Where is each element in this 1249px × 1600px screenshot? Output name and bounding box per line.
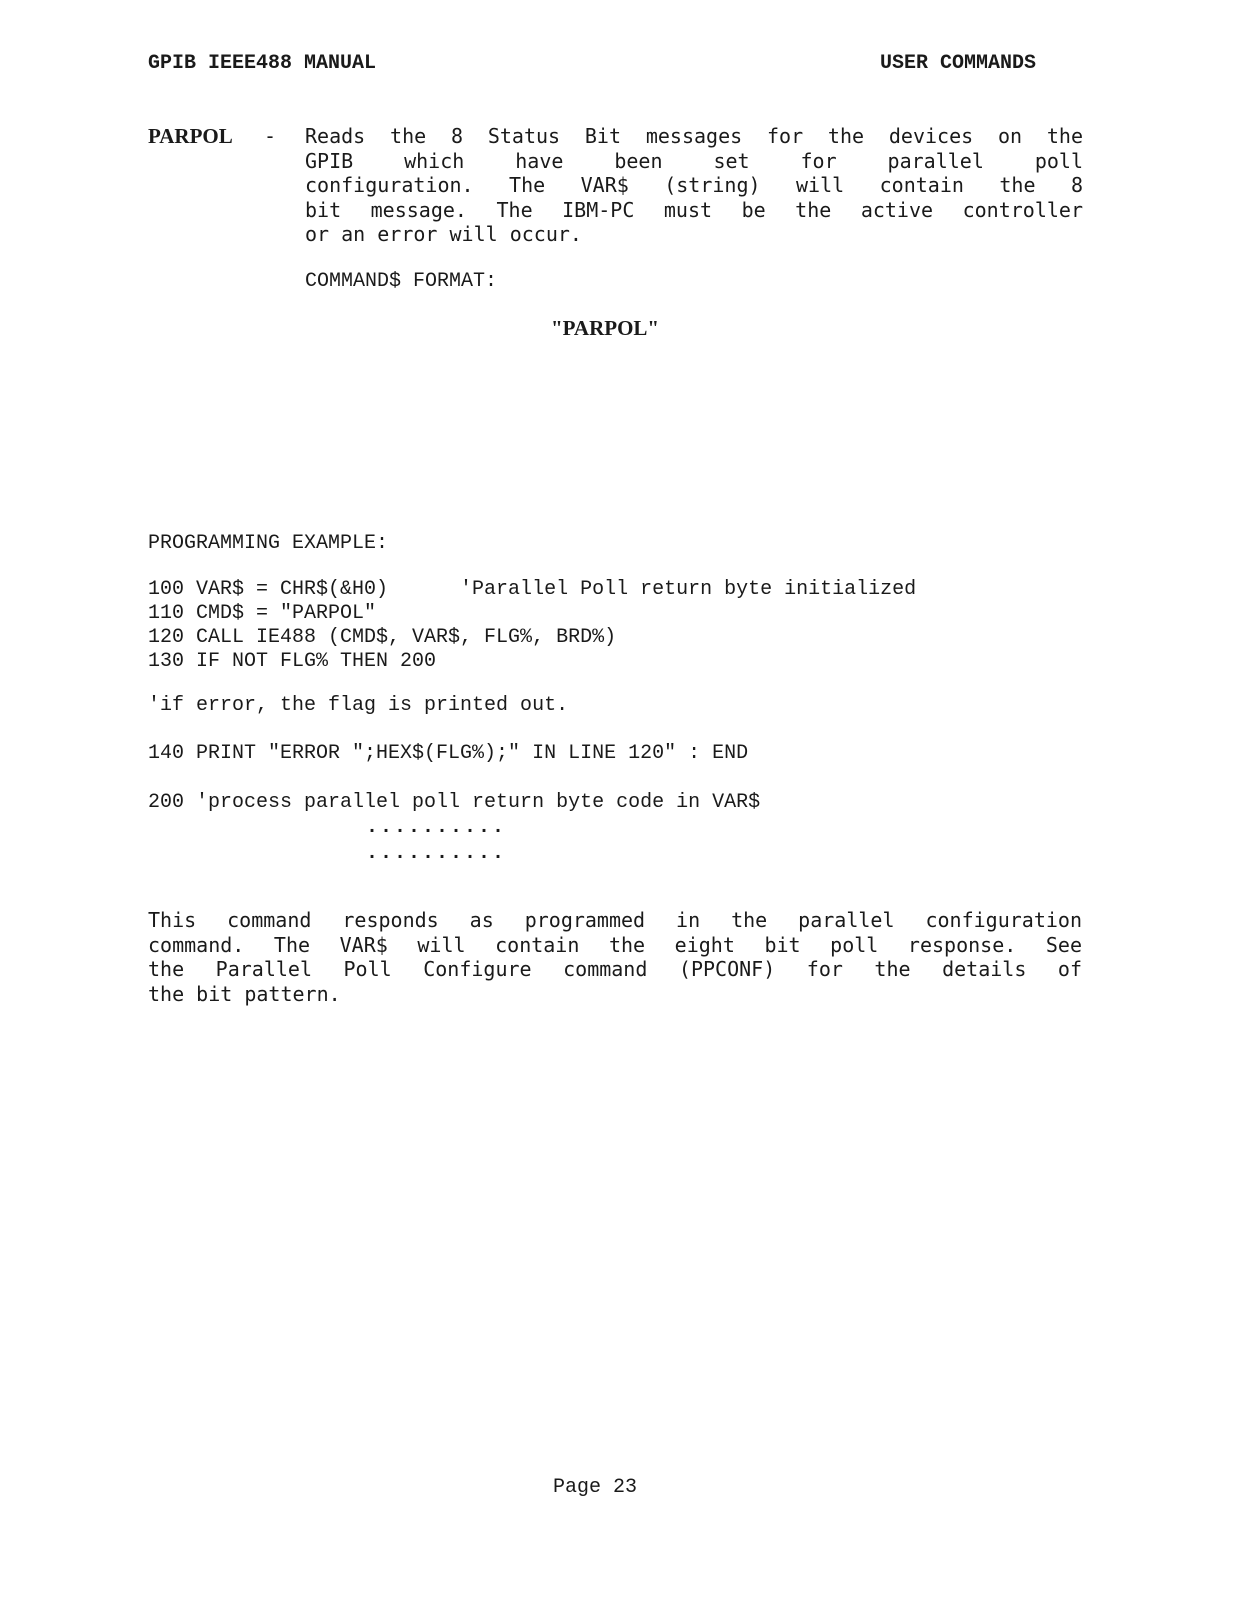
description-line: or an error will occur. [305,222,582,246]
summary-line: the Parallel Poll Configure command (PPCONF) for the details of [148,957,1082,981]
example-label: PROGRAMMING EXAMPLE: [148,532,389,555]
code-line: 110 CMD$ = "PARPOL" [148,602,377,625]
description-line: bit message. The IBM-PC must be the active controller [305,197,1083,222]
command-dash: - [264,124,277,148]
code-line-200: 200 'process parallel poll return byte code in VAR$ [148,791,761,814]
format-value: "PARPOL" [551,316,660,340]
running-header-left: GPIB IEEE488 MANUAL [148,52,377,75]
description-line: GPIB which have been set for parallel poll [305,148,1083,173]
code-line: 120 CALL IE488 (CMD$, VAR$, FLG%, BRD%) [148,626,617,649]
code-comment: 'if error, the flag is printed out. [148,694,569,717]
description-line: configuration. The VAR$ (string) will contain the 8 [305,173,1083,197]
code-line-140: 140 PRINT "ERROR ";HEX$(FLG%);" IN LINE 120" : END [148,742,749,765]
continuation-dots: .......... [366,816,507,839]
summary-line: command. The VAR$ will contain the eight bit poll response. See [148,932,1082,957]
format-label: COMMAND$ FORMAT: [305,270,498,293]
code-line: 100 VAR$ = CHR$(&H0) 'Parallel Poll return byte initialized [148,578,917,601]
continuation-dots: .......... [366,842,507,865]
summary-line: This command responds as programmed in the parallel configuration [148,908,1082,932]
running-header-right: USER COMMANDS [880,52,1037,75]
summary-paragraph [148,908,1082,1006]
command-description [305,124,1083,247]
page-number: Page 23 [553,1476,638,1499]
code-line: 130 IF NOT FLG% THEN 200 [148,650,437,673]
summary-line: the bit pattern. [148,981,341,1006]
command-name: PARPOL [148,124,233,148]
description-line: Reads the 8 Status Bit messages for the devices on the [305,124,1083,148]
